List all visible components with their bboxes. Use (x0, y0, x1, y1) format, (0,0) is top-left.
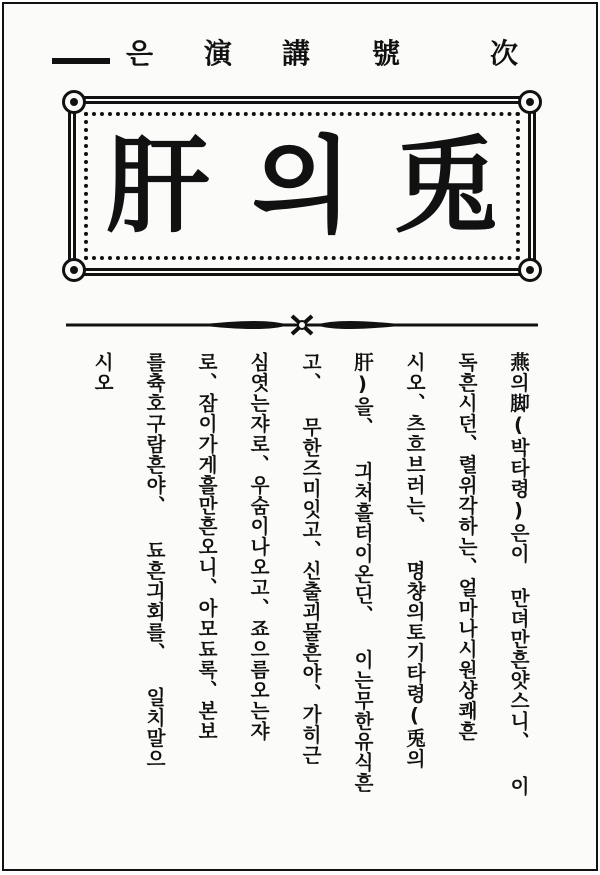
header-char-3: 講 (282, 37, 311, 70)
header-char-1: 次 (490, 37, 519, 70)
header-dash (52, 58, 110, 64)
corner-ring-icon (62, 258, 86, 282)
text-column: 로、잠이가게흘만흔오니、아모됴록、본보 (195, 352, 218, 742)
header-char-5: 은 (126, 37, 154, 70)
header-char-4: 演 (204, 37, 233, 70)
text-column: 심엿는쟈로、우숨이나오고、죠으름오는쟈 (247, 352, 270, 742)
next-lecture-header (44, 34, 564, 74)
divider-left-flourish (196, 321, 288, 329)
title-char-2: 의 (251, 124, 353, 247)
divider-right-flourish (316, 321, 408, 329)
newspaper-page (2, 2, 598, 871)
divider-center-dot (298, 321, 306, 329)
title (106, 124, 498, 248)
corner-ring-icon (62, 90, 86, 114)
text-column: 고、 무한즈미잇고、신출괴물흔야、가히근 (299, 352, 322, 766)
text-column: 肝)을、 긔처흘터이온딘、 이는무한유식흔 (351, 352, 374, 793)
title-char-3: 兎 (393, 124, 498, 247)
title-char-1: 肝 (106, 124, 211, 247)
text-column: 시오、츠흐브러는、 명챵의토기타령(兎의 (403, 352, 426, 769)
text-column: 시오 (91, 352, 114, 393)
title-ornament-frame (68, 96, 536, 276)
text-column: 를츅호구람흔야、 됴흔긔회를、 일치말으 (143, 352, 166, 769)
article-body (64, 352, 544, 852)
header-char-2: 號 (372, 37, 401, 70)
corner-ring-icon (518, 90, 542, 114)
text-column: 독흔시던、렬위각하는、얼마나시원샹쾌흔 (455, 352, 478, 742)
corner-ring-icon (518, 258, 542, 282)
text-column: 燕의脚(박타령)은이 만뎌만흔얏스니、 이 (507, 352, 530, 797)
ornament-divider (66, 312, 538, 338)
